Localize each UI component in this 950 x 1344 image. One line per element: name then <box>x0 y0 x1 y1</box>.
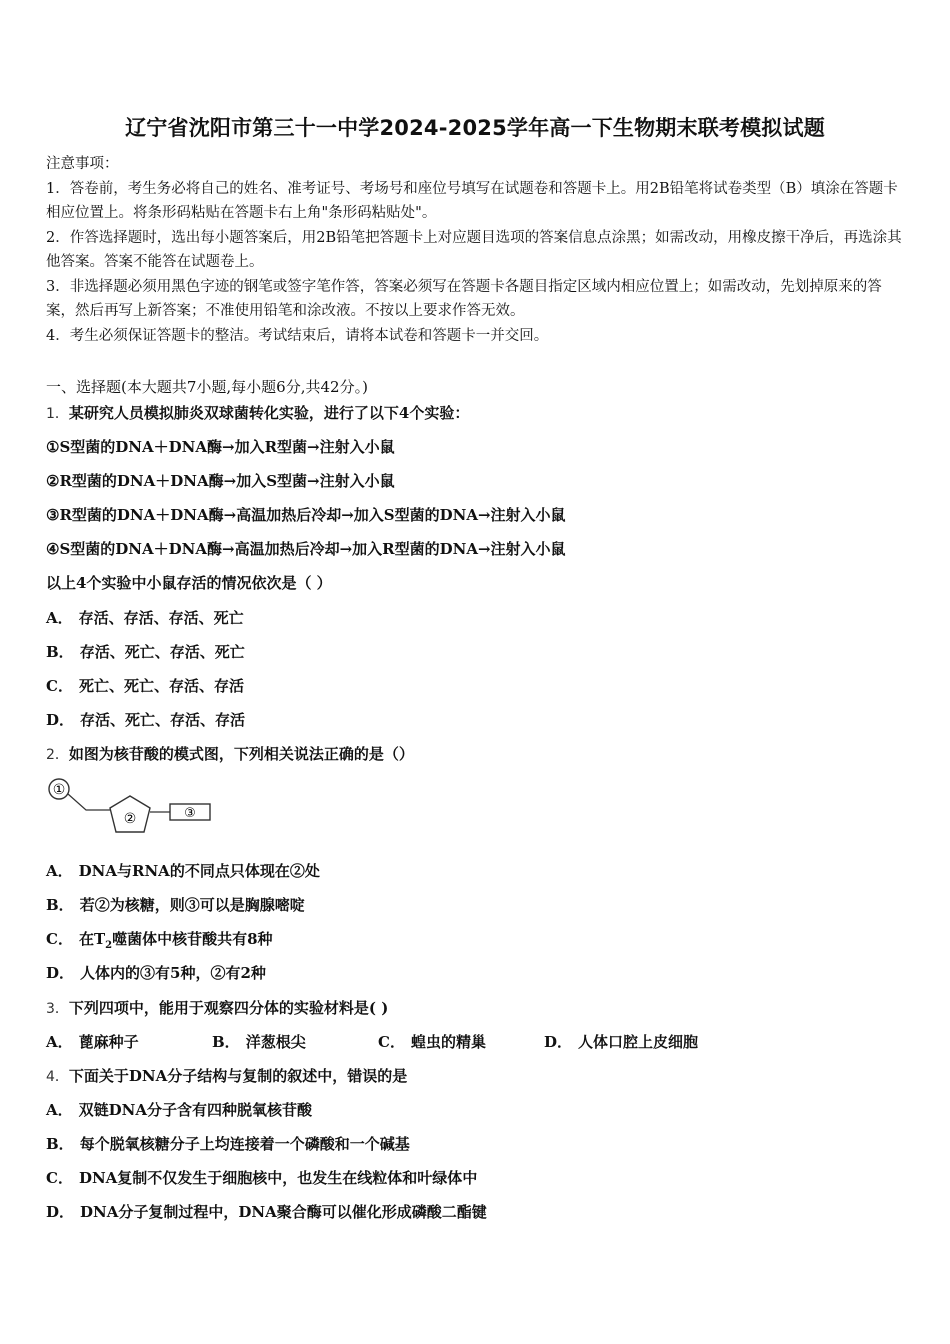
option-text: 存活、死亡、存活、存活 <box>80 711 246 729</box>
option-text: 每个脱氧核糖分子上均连接着一个磷酸和一个碱基 <box>79 1135 410 1153</box>
option-text: DNA与RNA的不同点只体现在②处 <box>78 862 320 880</box>
notice-section <box>46 152 906 348</box>
answer-option <box>46 709 245 730</box>
option-letter: D． <box>46 1203 75 1221</box>
option-text: 死亡、死亡、存活、存活 <box>78 677 244 695</box>
answer-option <box>46 1201 487 1222</box>
option-letter: A． <box>46 1101 73 1119</box>
option-text: DNA复制不仅发生于细胞核中，也发生在线粒体和叶绿体中 <box>78 1169 478 1187</box>
option-text: 在$T_2$噬菌体中核苷酸共有8种 <box>78 930 273 951</box>
option-text: 人体内的③有5种，②有2种 <box>80 964 266 982</box>
notice-heading: 注意事项： <box>46 156 119 172</box>
option-letter: B． <box>46 896 74 914</box>
option-letter: D． <box>46 964 75 982</box>
question-1-stem <box>46 402 469 423</box>
page-title: 辽宁省沈阳市第三十一中学2024-2025学年高一下生物期末联考模拟试题 <box>125 116 825 140</box>
option-letter: C． <box>46 677 73 695</box>
question-1-ask: 以上4个实验中小鼠存活的情况依次是（ ） <box>46 574 332 592</box>
option-letter: A． <box>46 609 73 627</box>
experiment-item: ④S型菌的DNA＋DNA酶→高温加热后冷却→加入R型菌的DNA→注射入小鼠 <box>46 540 566 558</box>
answer-option: D． 人体口腔上皮细胞 <box>544 1033 699 1051</box>
answer-option: A． 蓖麻种子 <box>46 1033 139 1051</box>
question-2-stem <box>46 743 414 764</box>
answer-option: B． 洋葱根尖 <box>212 1033 306 1051</box>
question-text: 某研究人员模拟肺炎双球菌转化实验，进行了以下4个实验： <box>68 404 470 422</box>
answer-option <box>46 928 273 951</box>
option-letter: D． <box>46 711 75 729</box>
question-text: 下列四项中，能用于观察四分体的实验材料是( ) <box>68 999 389 1017</box>
answer-option <box>46 675 244 696</box>
notice-item: 1．答卷前，考生务必将自己的姓名、准考证号、考场号和座位号填写在试题卷和答题卡上。用2B铅笔将试卷类型（B）填涂在答题卡相应位置上。将条形码粘贴在答题卡右上角"条形码粘贴处"。 <box>46 180 898 221</box>
option-text: 存活、存活、存活、死亡 <box>78 609 244 627</box>
question-number: 2． <box>46 747 69 763</box>
option-letter: C． <box>46 1169 73 1187</box>
bond-line <box>68 794 112 810</box>
label-2: ② <box>123 811 137 827</box>
section-heading: 一、选择题(本大题共7小题,每小题6分,共42分。) <box>46 378 368 396</box>
question-number: 3． <box>46 1001 69 1017</box>
question-text: 如图为核苷酸的模式图，下列相关说法正确的是（） <box>68 745 414 763</box>
answer-option <box>46 860 320 881</box>
option-text: 若②为核糖，则③可以是胸腺嘧啶 <box>79 896 305 914</box>
answer-option <box>46 1099 312 1120</box>
answer-option: C． 蝗虫的精巢 <box>378 1033 486 1051</box>
answer-option <box>46 962 266 983</box>
option-text: 存活、死亡、存活、死亡 <box>79 643 245 661</box>
question-number: 1． <box>46 406 69 422</box>
answer-option <box>46 894 305 915</box>
experiment-item: ③R型菌的DNA＋DNA酶→高温加热后冷却→加入S型菌的DNA→注射入小鼠 <box>46 506 566 524</box>
label-3: ③ <box>184 806 196 821</box>
option-letter: B． <box>46 643 74 661</box>
option-letter: C． <box>46 930 73 948</box>
question-4-stem <box>46 1065 407 1086</box>
option-letter: A． <box>46 862 73 880</box>
question-text: 下面关于DNA分子结构与复制的叙述中，错误的是 <box>68 1067 408 1085</box>
experiment-item: ②R型菌的DNA＋DNA酶→加入S型菌→注射入小鼠 <box>46 472 395 490</box>
answer-option <box>46 607 244 628</box>
question-3-stem <box>46 997 388 1018</box>
option-text: 双链DNA分子含有四种脱氧核苷酸 <box>78 1101 312 1119</box>
notice-item: 2．作答选择题时，选出每小题答案后，用2B铅笔把答题卡上对应题目选项的答案信息点涂黑；如需改动，用橡皮擦干净后，再选涂其他答案。答案不能答在试题卷上。 <box>46 229 902 270</box>
nucleotide-diagram <box>46 776 226 840</box>
answer-option-row <box>46 1031 698 1052</box>
notice-item: 4．考生必须保证答题卡的整洁。考试结束后，请将本试卷和答题卡一并交回。 <box>46 327 549 344</box>
answer-option <box>46 1133 410 1154</box>
option-text: DNA分子复制过程中，DNA聚合酶可以催化形成磷酸二酯键 <box>80 1203 487 1221</box>
option-letter: B． <box>46 1135 74 1153</box>
answer-option <box>46 1167 477 1188</box>
experiment-item: ①S型菌的DNA＋DNA酶→加入R型菌→注射入小鼠 <box>46 438 395 456</box>
notice-item: 3．非选择题必须用黑色字迹的钢笔或签字笔作答，答案必须写在答题卡各题目指定区域内相应位置上；如需改动，先划掉原来的答案，然后再写上新答案；不准使用铅笔和涂改液。不按以上要求作答无效。 <box>46 278 882 319</box>
question-number: 4． <box>46 1069 69 1085</box>
label-1: ① <box>52 782 66 798</box>
answer-option <box>46 641 245 662</box>
